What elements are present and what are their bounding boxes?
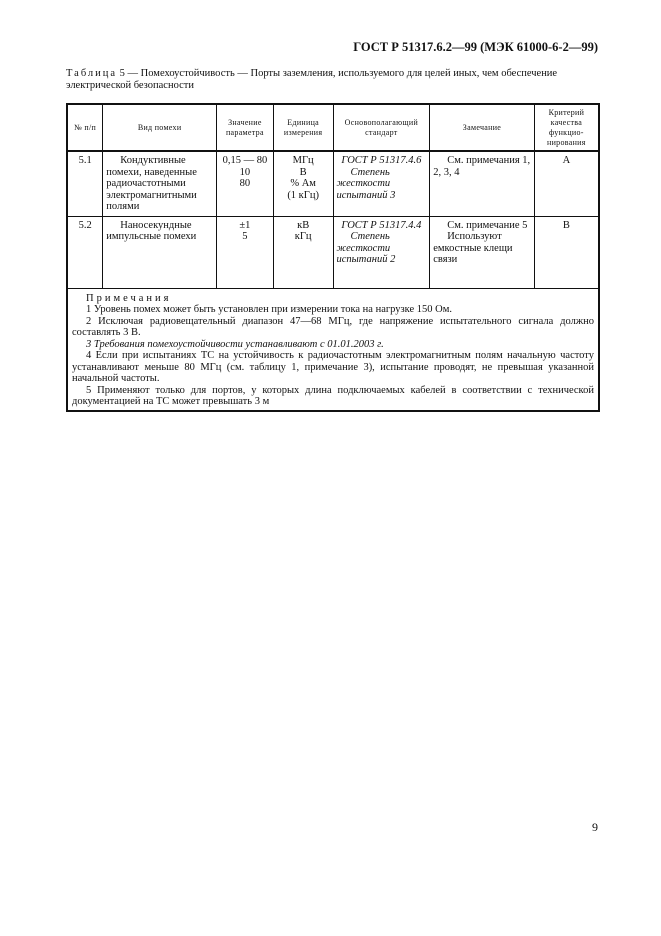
- note: 3 Требования помехоустойчивости устанавливают с 01.01.2003 г.: [86, 338, 384, 350]
- table-header-row: [67, 104, 599, 151]
- row-number: 5.2: [67, 216, 103, 288]
- remark: [430, 216, 535, 288]
- value: 5: [242, 231, 248, 242]
- caption-text: — Помехоустойчивость — Порты заземления, используемого для целей иных, чем обеспечение электрической безопасности: [66, 68, 558, 91]
- unit: В: [299, 166, 307, 178]
- col-header: Замечание: [430, 104, 535, 151]
- notes-title: Примечания: [86, 292, 172, 304]
- col-header: Вид помехи: [103, 104, 217, 151]
- standard-ref: ГОСТ Р 51317.4.4: [341, 219, 422, 231]
- note: 4 Если при испытаниях ТС на устойчивость к радиочастотным электромагнитным полям начальную частоту устанавливают меньше 80 МГц (см. таблицу 1, примечание 3), испытание проводят, не превышая указанной начальной частоты.: [72, 350, 594, 384]
- units: [273, 216, 333, 288]
- standard-header: ГОСТ Р 51317.6.2—99 (МЭК 61000-6-2—99): [353, 40, 598, 54]
- parameter-values: [217, 216, 274, 288]
- remark: См. примечания 1, 2, 3, 4: [430, 151, 535, 216]
- note: 2 Исключая радиовещательный диапазон 47—68 МГц, где напряжение испытательного сигнала должно составлять 3 В.: [72, 315, 594, 338]
- notes-row: [67, 288, 599, 411]
- parameter-values: [217, 151, 274, 216]
- unit: кВ: [297, 219, 310, 231]
- unit: кГц: [294, 231, 312, 242]
- notes: [67, 288, 599, 411]
- col-header: Основополагающий стандарт: [333, 104, 430, 151]
- caption-label: Таблица: [66, 68, 118, 79]
- caption-number: 5: [119, 68, 125, 79]
- table-row: [67, 151, 599, 216]
- row-number: 5.1: [67, 151, 103, 216]
- value: 80: [239, 178, 251, 189]
- value: 0,15 — 80: [222, 155, 268, 166]
- note: 5 Применяют только для портов, у которых длина подключаемых кабелей в соответствии с технической документацией на ТС может превышать 3 м: [72, 384, 594, 407]
- page-number: 9: [592, 820, 598, 834]
- col-header: Значение параметра: [217, 104, 274, 151]
- unit: (1 кГц): [287, 189, 319, 201]
- base-standard: [333, 216, 430, 288]
- units: [273, 151, 333, 216]
- base-standard: [333, 151, 430, 216]
- remark-text: См. примечание 5: [447, 219, 528, 231]
- criterion: А: [534, 151, 599, 216]
- value: 10: [239, 166, 251, 178]
- disturbance-type: Наносекундные импульсные помехи: [103, 216, 217, 288]
- criterion: В: [534, 216, 599, 288]
- table-row: [67, 216, 599, 288]
- immunity-table: [66, 103, 600, 412]
- unit: % Ам: [290, 178, 316, 189]
- severity-level: Степень жесткости испытаний 2: [336, 231, 396, 265]
- standard-ref: ГОСТ Р 51317.4.6: [341, 155, 422, 166]
- disturbance-type: Кондуктивные помехи, наведенные радиочастотными электромагнитными полями: [103, 151, 217, 216]
- remark-text: Используют емкостные клещи связи: [433, 231, 513, 265]
- col-header: № п/п: [67, 104, 103, 151]
- col-header: Единица измерения: [273, 104, 333, 151]
- severity-level: Степень жесткости испытаний 3: [336, 166, 396, 201]
- col-header: Критерий качества функцио-нирования: [534, 104, 599, 151]
- table-caption: [66, 68, 598, 92]
- unit: МГц: [292, 155, 314, 166]
- value: ±1: [239, 219, 251, 231]
- note: 1 Уровень помех может быть установлен при измерении тока на нагрузке 150 Ом.: [86, 304, 453, 315]
